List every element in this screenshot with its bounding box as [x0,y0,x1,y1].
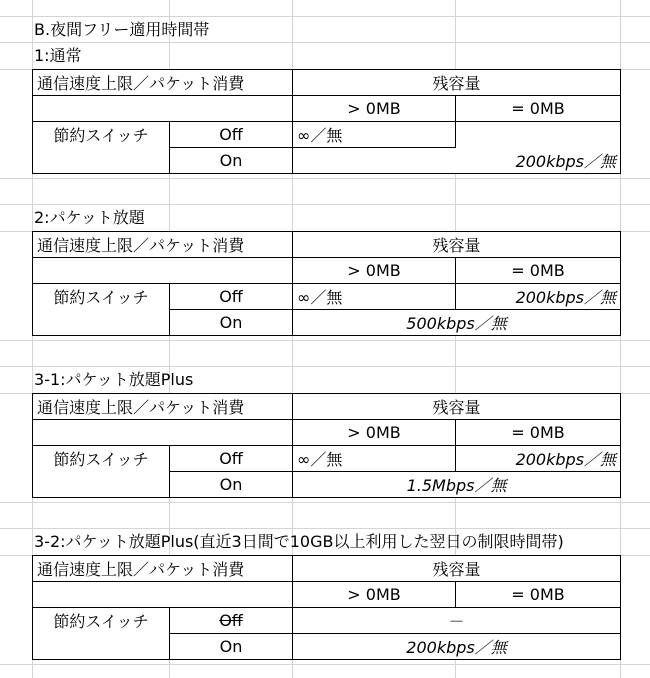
row-header-label: 通信速度上限／パケット消費 [33,70,293,96]
off-label: Off [170,284,293,310]
remaining-header: 残容量 [293,70,621,96]
off-gt0-value: ∞／無 [293,122,456,148]
plan-title: 3-1:パケット放題Plus [34,370,194,389]
plan-table-normal [32,69,621,174]
off-eq0-value: 200kbps／無 [456,284,621,310]
plan-title: 2:パケット放題 [34,208,145,227]
row-header-label: 通信速度上限／パケット消費 [33,232,293,258]
switch-label: 節約スイッチ [33,446,170,472]
off-eq0-value [456,122,621,148]
eq0-header: = 0MB [456,258,621,284]
switch-label: 節約スイッチ [33,284,170,310]
row-header-label: 通信速度上限／パケット消費 [33,556,293,582]
plan-table-packet-houdai-plus-restricted [32,555,621,660]
empty-cell [33,96,293,122]
on-value: 200kbps／無 [293,634,621,660]
remaining-header: 残容量 [293,232,621,258]
switch-label: 節約スイッチ [33,122,170,148]
empty-cell [33,582,293,608]
on-gt0-value [293,148,456,174]
off-eq0-value: 200kbps／無 [456,446,621,472]
on-label: On [170,310,293,336]
gt0-header: > 0MB [293,96,456,122]
on-label: On [170,634,293,660]
row-header-label: 通信速度上限／パケット消費 [33,394,293,420]
empty-cell [33,310,170,336]
plan-table-packet-houdai [32,231,621,336]
eq0-header: = 0MB [456,420,621,446]
off-label: Off [170,122,293,148]
eq0-header: = 0MB [456,582,621,608]
on-label: On [170,148,293,174]
plan-table-packet-houdai-plus [32,393,621,498]
remaining-header: 残容量 [293,394,621,420]
off-label-text: Off [219,611,243,630]
section-title: B.夜間フリー適用時間帯 [34,20,210,39]
on-eq0-value: 200kbps／無 [456,148,621,174]
remaining-header: 残容量 [293,556,621,582]
gt0-header: > 0MB [293,420,456,446]
empty-cell [33,420,293,446]
empty-cell [33,472,170,498]
plan-title: 1:通常 [34,46,82,65]
off-label: Off [170,446,293,472]
plan-title: 3-2:パケット放題Plus(直近3日間で10GB以上利用した翌日の制限時間帯) [34,532,564,551]
gt0-header: > 0MB [293,582,456,608]
empty-cell [33,148,170,174]
off-value: － [293,608,621,634]
switch-label: 節約スイッチ [33,608,170,634]
gt0-header: > 0MB [293,258,456,284]
empty-cell [33,634,170,660]
off-gt0-value: ∞／無 [293,284,456,310]
on-value: 500kbps／無 [293,310,621,336]
eq0-header: = 0MB [456,96,621,122]
on-value: 1.5Mbps／無 [293,472,621,498]
empty-cell [33,258,293,284]
off-label-struck [170,608,293,634]
off-gt0-value: ∞／無 [293,446,456,472]
on-label: On [170,472,293,498]
